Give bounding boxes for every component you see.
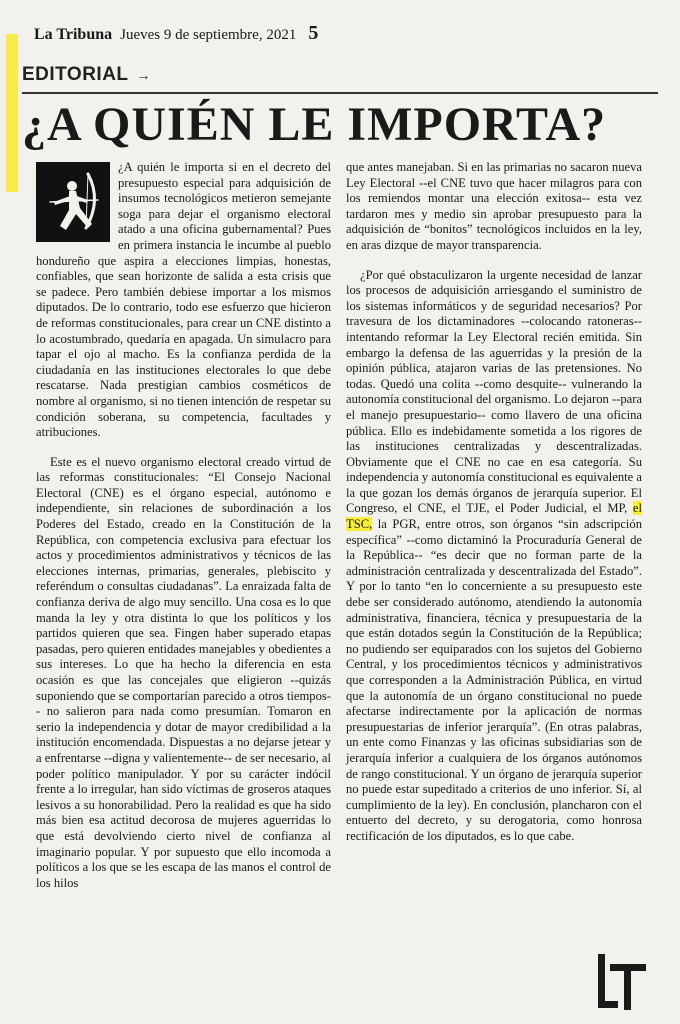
headline: ¿A QUIÉN LE IMPORTA? <box>22 98 607 151</box>
section-label <box>22 64 151 86</box>
paragraph-text: ¿A quién le importa si en el decreto del presupuesto especial para adquisición de insumos tecnológicos metieron semejante soga para dejar el organismo electoral atado a una oficina gubernamental? Pues en primera instancia le incumbe al pueblo hondureño que aspira a elecciones limpias, honestas, confiables, que sean horizonte de salida a esta crisis que se padece. Pero también debiese importar a los mismos diputados. De lo contrario, todo ese esfuerzo que hicieron de reformas constitucionales, para crear un CNE distinto a lo acostumbrado, quedaría en apagada. Un simulacro para tapar el ojo al macho. Es la confianza perdida de la ciudadanía en las instituciones electorales lo que debe rescatarse. Nada prestigian cambios cosméticos de nombre al organismo, si no tienen intención de respetar su condición soberana, su competencia, facultades y atribuciones. <box>36 160 331 440</box>
issue-date: Jueves 9 de septiembre, 2021 <box>120 27 297 43</box>
article-paragraph: Este es el nuevo organismo electoral creado virtud de las reformas constitucionales: “El Consejo Nacional Electoral (CNE) es el órgano especial, autónomo e independiente, sin relaciones de subordinación a los Poderes del Estado, creado en la Constitución de la República, con competencia exclusiva para efectuar los actos y procedimientos administrativos y técnicos de las elecciones internas, primarias, generales, plebiscito y referéndum o consultas ciudadanas”. La enraizada falta de confianza deriva de algo muy sencillo. Una cosa es lo que manda la ley y otra distinta lo que los políticos y los partidos quieren que sea. Fingen haber superado etapas pasadas, pero quieren entidades manejables y obedientes a sus intereses. Lo que ha hecho la diferencia en esta ocasión es que las concejales que eligieron --quizás suponiendo que se comportarían parecido a otros tiempos-- no salieron para nada como presumían. Tomaron en serio la independencia y dotar de mayor credibilidad a la institución encomendada. Dispuestas a no dejarse jetear y a enfrentarse --digna y valientemente-- de ser necesario, al poder político manipulador. Y por su carácter indócil frente a lo irregular, han sido víctimas de groseros ataques lesivos a su honorabilidad. Pero la realidad es que ha sido más bien esa actitud decorosa de mujeres aguerridas lo que está devolviendo cierto nivel de confianza al imaginario popular. Y por supuesto que ello incomoda a políticos a los que se les escapa de las manos el control de los hilos <box>36 454 331 890</box>
highlighter-mark <box>6 34 18 192</box>
paragraph-text: la PGR, entre otros, son órganos “sin adscripción específica” --como dictaminó la Procuraduría General de la República-- “es decir que no forman parte de la administración centralizada y descentralizada del Estado”. Y por lo tanto “en lo concerniente a su presupuesto este debe ser considerado autónomo, atendiendo la autonomía administrativa, financiera, técnica y presupuestaria de la que están dotados según la Constitución de la República; no pudiendo ser equiparados con los sujetos del Gobierno Central, y los procedimientos técnicos y administrativos que corresponden a la Administración Pública, en virtud que la autonomía de un órgano constitucional no puede afectarse indirectamente por la aplicación de normas presupuestarias de inferior jerarquía”. (En otras palabras, un ente como Finanzas y las oficinas subsidiarias son de jerarquía inferior a cualquiera de los órganos autónomos de rango constitucional. Y un órgano de jerarquía superior no puede estar supeditado a criterios de uno inferior. Sí, al cumplimiento de la ley). En conclusión, plancharon con el entuerto del decreto, y su derogatoria, como honrosa rectificación de los diputados, es lo que cabe. <box>346 517 642 843</box>
archer-icon <box>36 162 110 242</box>
article-paragraph <box>36 160 331 441</box>
highlighted-text: el TSC, <box>346 501 642 532</box>
masthead <box>34 22 656 48</box>
article-paragraph <box>346 268 642 845</box>
article-column-right <box>346 160 642 845</box>
article-column-left <box>36 160 331 891</box>
arrow-right-icon: → <box>136 67 152 83</box>
page-number: 5 <box>308 22 319 44</box>
paragraph-text: ¿Por qué obstaculizaron la urgente necesidad de lanzar los procesos de adquisición arriesgando el suministro de los sistemas informáticos y de seguridad necesarios? Por travesura de los dictaminadores --colocando ratoneras-- intentando reformar la Ley Electoral recién emitida. Sin embargo la defensa de las aguerridas y la presión de la opinión pública, atajaron varias de las pretensiones. No todas. Quedó una colita --como desquite-- vulnerando la autonomía constitucional del organismo. Lo dejaron --para el manejo presupuestario-- como llavero de una oficina pública. Ello es indebidamente sometida a los rigores de las instituciones centralizadas y descentralizadas. Obviamente que el CNE no cae en esa categoría. Su independencia y autonomía constitucional es equivalente a la que gozan los demás órganos de jerarquía superior. El Congreso, el CNE, el TJE, el Poder Judicial, el MP, <box>346 267 642 516</box>
article-paragraph: que antes manejaban. Si en las primarias no sacaron nueva Ley Electoral --el CNE tuvo que hacer milagros para con los remiendos montar una elección exitosa-- esta vez tardaron mes y medio sin aprobar presupuesto para la adquisición de “bonitos” tecnológicos incluidos en la ley, en aras dizque de mayor transparencia. <box>346 160 642 252</box>
section-divider <box>22 92 658 94</box>
lt-logo <box>592 950 650 1012</box>
paper-name: La Tribuna <box>34 26 113 43</box>
section-label-text: EDITORIAL <box>22 64 129 85</box>
